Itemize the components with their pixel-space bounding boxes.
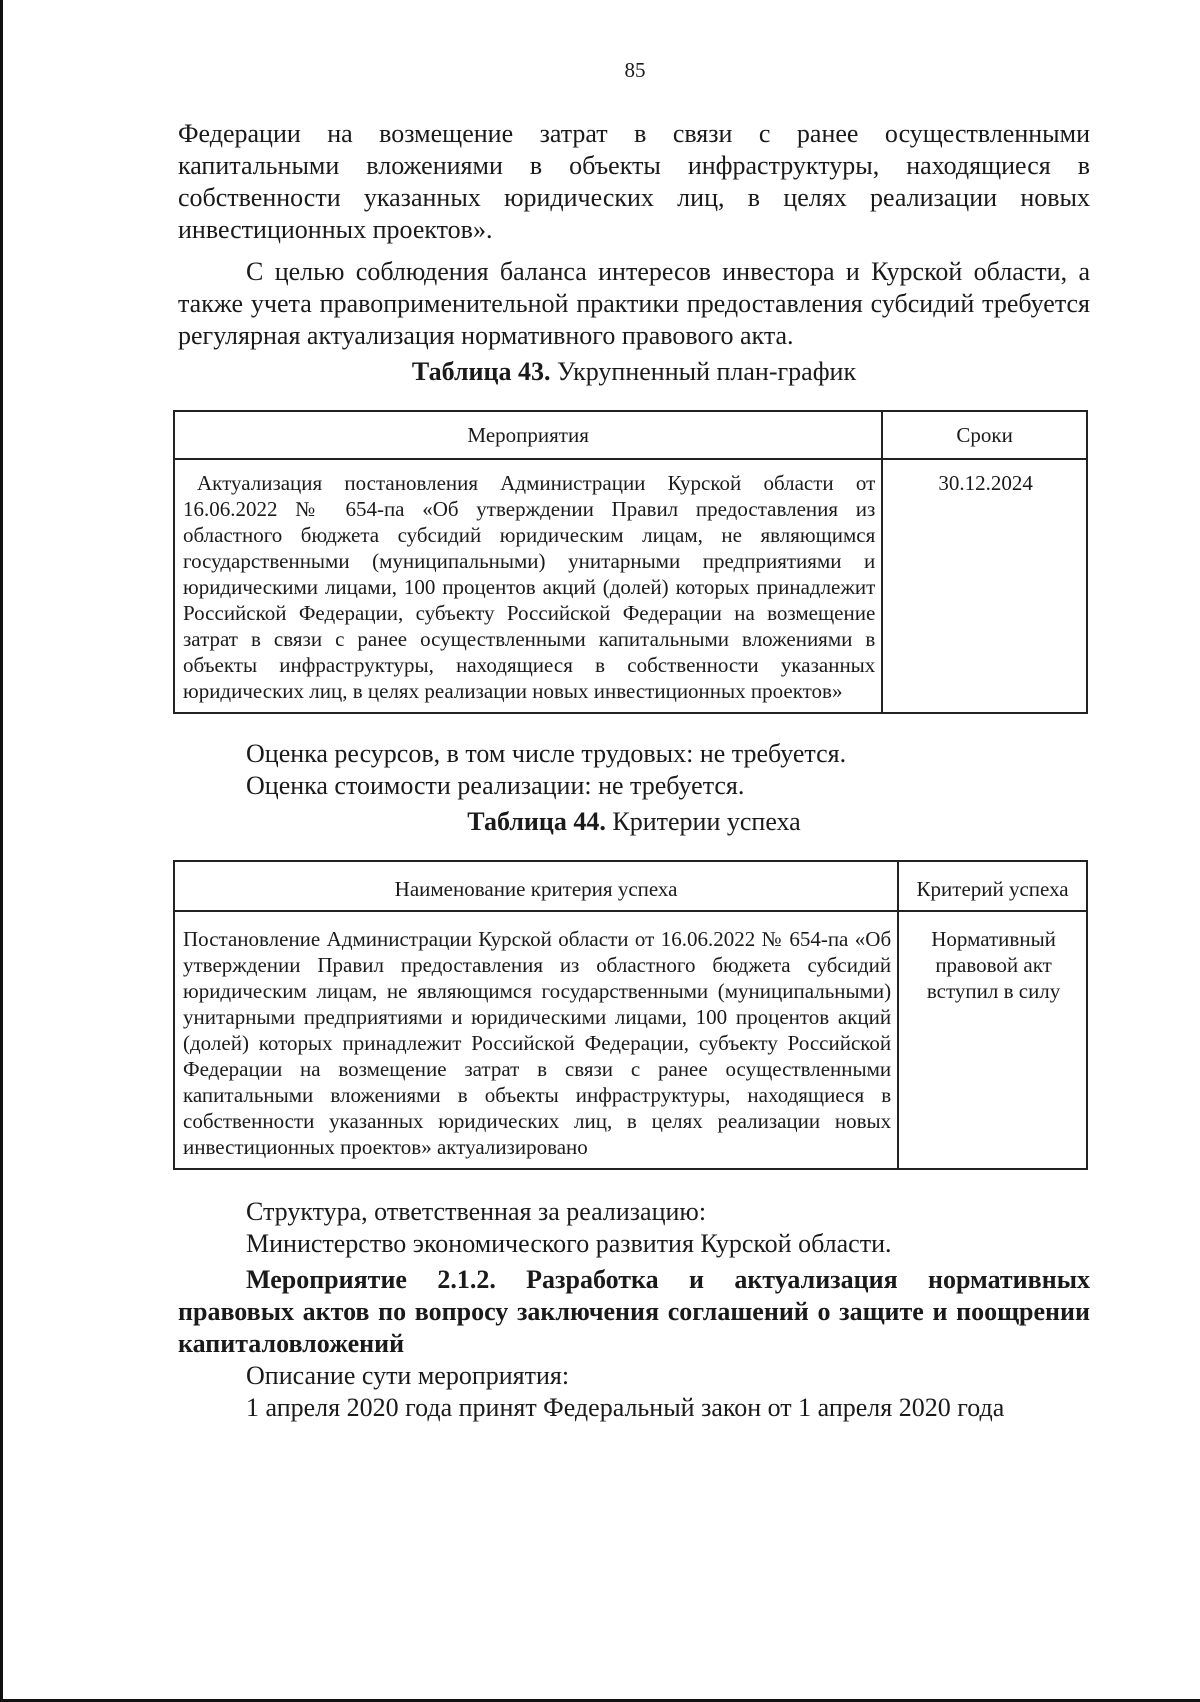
table44-header-name: Наименование критерия успеха — [174, 861, 898, 911]
table-43 — [173, 410, 1088, 714]
table43-header-measures: Мероприятия — [174, 411, 882, 459]
table43-measure-cell: Актуализация постановления Администрации Курской области от 16.06.2022 № 654-па «Об утверждении Правил предоставления из областного бюджета субсидий юридическим лицам, не являющимся государственными (муниципальными) унитарными предприятиями и юридическими лицами, 100 процентов акций (долей) которых принадлежит Российской Федерации, субъекту Российской Федерации на возмещение затрат в связи с ранее осуществленными капитальными вложениями в объекты инфраструктуры, находящиеся в собственности указанных юридических лиц, в целях реализации новых инвестиционных проектов» — [174, 459, 882, 713]
measure-description-label: Описание сути мероприятия: — [246, 1361, 570, 1390]
table44-header-criterion: Критерий успеха — [898, 861, 1087, 911]
measure-heading: Мероприятие 2.1.2. Разработка и актуализация нормативных правовых актов по вопросу заключения соглашений о защите и поощрении капиталовложений — [178, 1265, 1090, 1358]
scan-left-edge — [0, 0, 3, 1702]
intro-continuation: Федерации на возмещение затрат в связи с ранее осуществленными капитальными вложениями в объекты инфраструктуры, находящиеся в собственности указанных юридических лиц, в целях реализации новых инвестиционных проектов». — [178, 119, 1090, 244]
resources-cost: Оценка стоимости реализации: не требуется. — [246, 771, 745, 800]
table43-deadline-cell: 30.12.2024 — [882, 459, 1087, 713]
intro-paragraph: С целью соблюдения баланса интересов инвестора и Курской области, а также учета правоприменительной практики предоставления субсидий требуется регулярная актуализация нормативного правового акта. — [178, 257, 1090, 350]
table44-name-cell: Постановление Администрации Курской области от 16.06.2022 № 654-па «Об утверждении Правил предоставления из областного бюджета субсидий юридическим лицам, не являющимся государственными (муниципальными) унитарными предприятиями и юридическими лицами, 100 процентов акций (долей) которых принадлежит Российской Федерации, субъекту Российской Федерации на возмещение затрат в связи с ранее осуществленными капитальными вложениями в объекты инфраструктуры, находящиеся в собственности указанных юридических лиц, в целях реализации новых инвестиционных проектов» актуализировано — [174, 911, 898, 1169]
table-row — [174, 459, 1087, 713]
table44-caption — [178, 806, 1090, 838]
table44-criterion-cell: Нормативный правовой акт вступил в силу — [898, 911, 1087, 1169]
table43-caption-number: Таблица 43. — [411, 357, 551, 386]
table44-header-row — [174, 861, 1087, 911]
table-row — [174, 911, 1087, 1169]
measure-text: 1 апреля 2020 года принят Федеральный закон от 1 апреля 2020 года — [246, 1393, 1005, 1422]
responsible-value: Министерство экономического развития Курской области. — [246, 1229, 892, 1258]
resources-labor: Оценка ресурсов, в том числе трудовых: не требуется. — [246, 739, 847, 768]
table43-caption — [178, 356, 1090, 388]
table43-caption-title: Укрупненный план-график — [550, 357, 857, 386]
table43-header-deadline: Сроки — [882, 411, 1087, 459]
table43-header-row — [174, 411, 1087, 459]
page-content — [178, 118, 1090, 1424]
responsible-label: Структура, ответственная за реализацию: — [246, 1197, 707, 1226]
table44-caption-title: Критерии успеха — [605, 807, 801, 836]
page-number: 85 — [624, 58, 646, 82]
table-44 — [173, 860, 1088, 1170]
table44-caption-number: Таблица 44. — [467, 807, 606, 836]
